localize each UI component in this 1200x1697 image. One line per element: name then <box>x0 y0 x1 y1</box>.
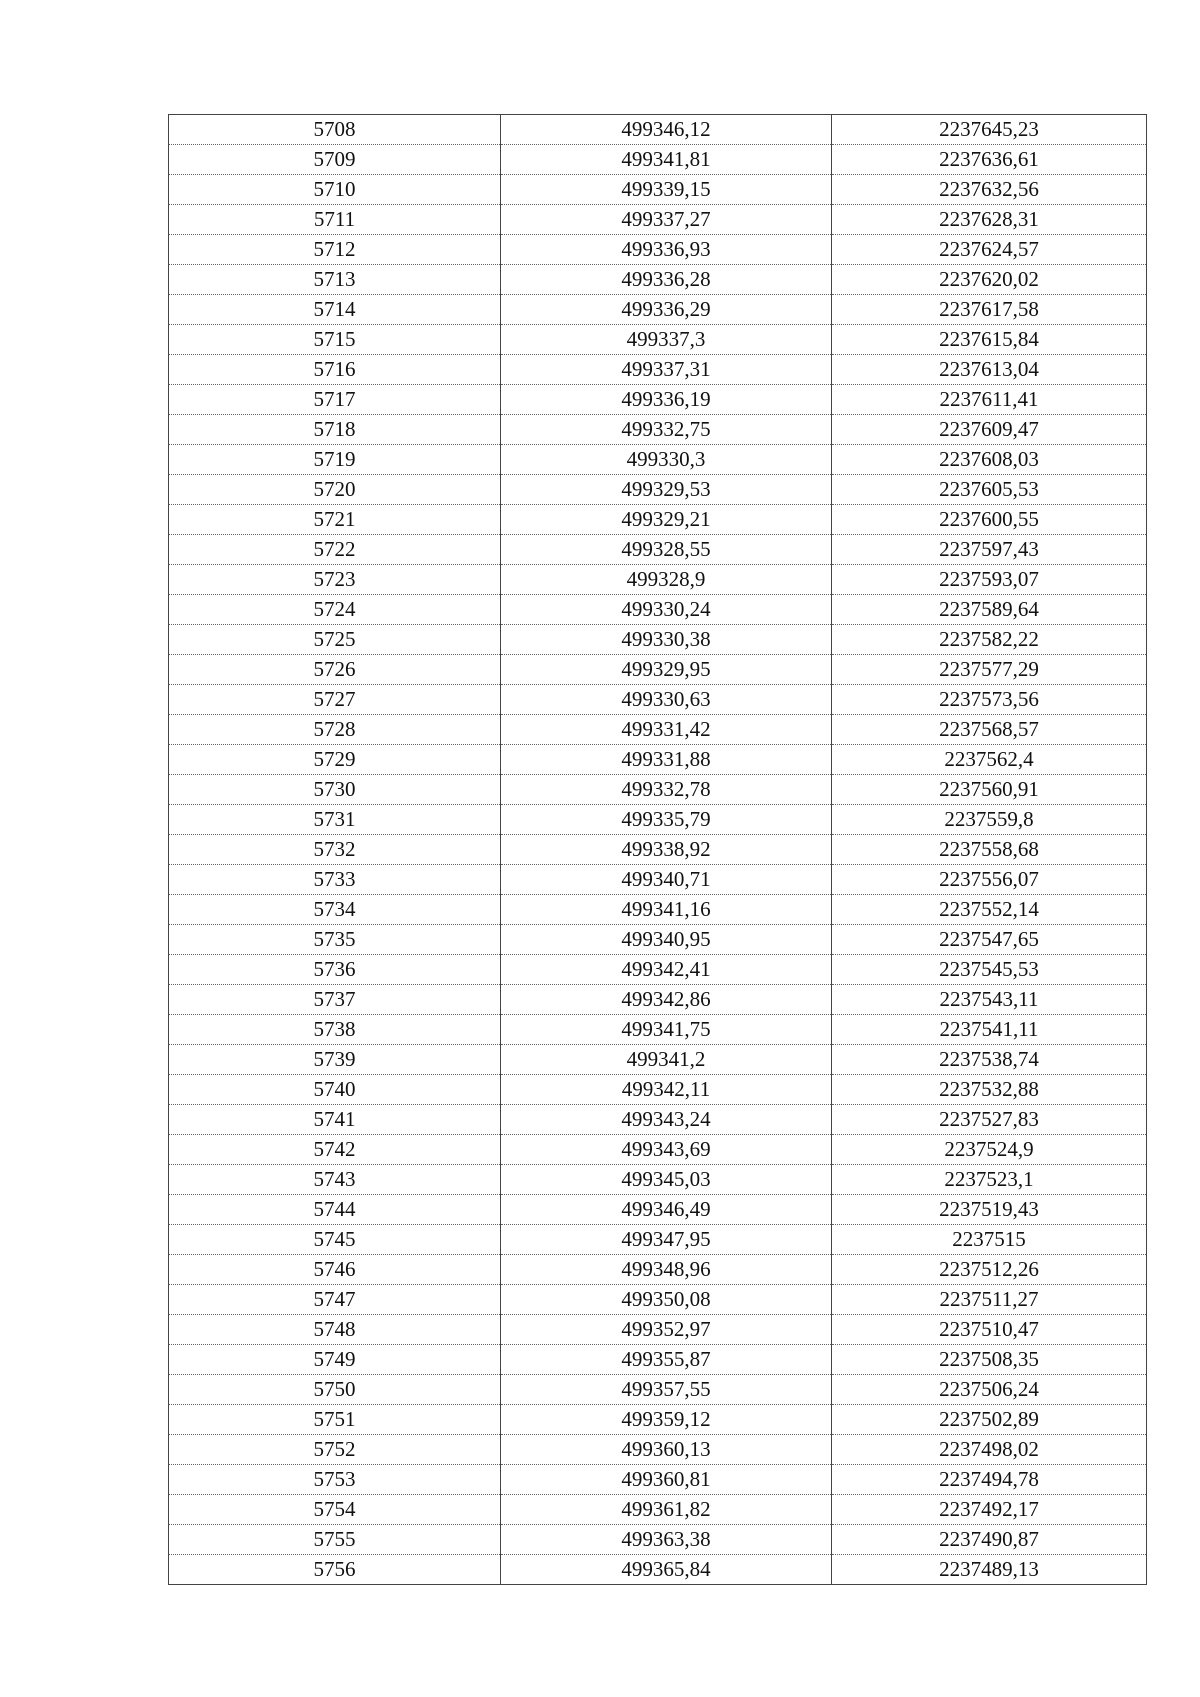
y-coordinate-cell: 2237577,29 <box>832 655 1147 685</box>
x-coordinate-cell: 499337,31 <box>501 355 832 385</box>
x-coordinate-cell: 499328,9 <box>501 565 832 595</box>
y-coordinate-cell: 2237552,14 <box>832 895 1147 925</box>
x-coordinate-cell: 499328,55 <box>501 535 832 565</box>
x-coordinate-cell: 499336,19 <box>501 385 832 415</box>
y-coordinate-cell: 2237573,56 <box>832 685 1147 715</box>
point-number-cell: 5739 <box>169 1045 501 1075</box>
point-number-cell: 5732 <box>169 835 501 865</box>
y-coordinate-cell: 2237543,11 <box>832 985 1147 1015</box>
point-number-cell: 5740 <box>169 1075 501 1105</box>
y-coordinate-cell: 2237632,56 <box>832 175 1147 205</box>
point-number-cell: 5742 <box>169 1135 501 1165</box>
point-number-cell: 5743 <box>169 1165 501 1195</box>
x-coordinate-cell: 499330,24 <box>501 595 832 625</box>
y-coordinate-cell: 2237545,53 <box>832 955 1147 985</box>
y-coordinate-cell: 2237506,24 <box>832 1375 1147 1405</box>
y-coordinate-cell: 2237600,55 <box>832 505 1147 535</box>
y-coordinate-cell: 2237628,31 <box>832 205 1147 235</box>
point-number-cell: 5718 <box>169 415 501 445</box>
table-row <box>169 295 1147 325</box>
x-coordinate-cell: 499363,38 <box>501 1525 832 1555</box>
point-number-cell: 5756 <box>169 1555 501 1585</box>
table-row <box>169 1165 1147 1195</box>
point-number-cell: 5723 <box>169 565 501 595</box>
x-coordinate-cell: 499336,29 <box>501 295 832 325</box>
y-coordinate-cell: 2237490,87 <box>832 1525 1147 1555</box>
point-number-cell: 5712 <box>169 235 501 265</box>
x-coordinate-cell: 499341,16 <box>501 895 832 925</box>
table-row <box>169 415 1147 445</box>
x-coordinate-cell: 499348,96 <box>501 1255 832 1285</box>
point-number-cell: 5727 <box>169 685 501 715</box>
x-coordinate-cell: 499359,12 <box>501 1405 832 1435</box>
y-coordinate-cell: 2237617,58 <box>832 295 1147 325</box>
table-row <box>169 385 1147 415</box>
point-number-cell: 5753 <box>169 1465 501 1495</box>
table-row <box>169 115 1147 145</box>
table-row <box>169 955 1147 985</box>
x-coordinate-cell: 499339,15 <box>501 175 832 205</box>
table-row <box>169 655 1147 685</box>
table-row <box>169 445 1147 475</box>
point-number-cell: 5713 <box>169 265 501 295</box>
point-number-cell: 5720 <box>169 475 501 505</box>
y-coordinate-cell: 2237593,07 <box>832 565 1147 595</box>
table-row <box>169 1555 1147 1585</box>
y-coordinate-cell: 2237541,11 <box>832 1015 1147 1045</box>
x-coordinate-cell: 499360,81 <box>501 1465 832 1495</box>
y-coordinate-cell: 2237560,91 <box>832 775 1147 805</box>
point-number-cell: 5711 <box>169 205 501 235</box>
table-row <box>169 1315 1147 1345</box>
table-row <box>169 1195 1147 1225</box>
point-number-cell: 5749 <box>169 1345 501 1375</box>
point-number-cell: 5754 <box>169 1495 501 1525</box>
point-number-cell: 5750 <box>169 1375 501 1405</box>
y-coordinate-cell: 2237636,61 <box>832 145 1147 175</box>
x-coordinate-cell: 499338,92 <box>501 835 832 865</box>
y-coordinate-cell: 2237582,22 <box>832 625 1147 655</box>
x-coordinate-cell: 499341,81 <box>501 145 832 175</box>
y-coordinate-cell: 2237605,53 <box>832 475 1147 505</box>
table-row <box>169 565 1147 595</box>
table-row <box>169 505 1147 535</box>
point-number-cell: 5751 <box>169 1405 501 1435</box>
x-coordinate-cell: 499340,95 <box>501 925 832 955</box>
y-coordinate-cell: 2237502,89 <box>832 1405 1147 1435</box>
table-row <box>169 595 1147 625</box>
x-coordinate-cell: 499330,3 <box>501 445 832 475</box>
point-number-cell: 5735 <box>169 925 501 955</box>
point-number-cell: 5722 <box>169 535 501 565</box>
point-number-cell: 5708 <box>169 115 501 145</box>
point-number-cell: 5721 <box>169 505 501 535</box>
point-number-cell: 5716 <box>169 355 501 385</box>
point-number-cell: 5728 <box>169 715 501 745</box>
point-number-cell: 5730 <box>169 775 501 805</box>
table-row <box>169 205 1147 235</box>
x-coordinate-cell: 499361,82 <box>501 1495 832 1525</box>
x-coordinate-cell: 499342,86 <box>501 985 832 1015</box>
y-coordinate-cell: 2237556,07 <box>832 865 1147 895</box>
point-number-cell: 5746 <box>169 1255 501 1285</box>
table-row <box>169 175 1147 205</box>
point-number-cell: 5744 <box>169 1195 501 1225</box>
x-coordinate-cell: 499329,21 <box>501 505 832 535</box>
table-row <box>169 1255 1147 1285</box>
x-coordinate-cell: 499331,42 <box>501 715 832 745</box>
point-number-cell: 5747 <box>169 1285 501 1315</box>
y-coordinate-cell: 2237562,4 <box>832 745 1147 775</box>
table-row <box>169 745 1147 775</box>
table-row <box>169 835 1147 865</box>
table-row <box>169 1045 1147 1075</box>
table-row <box>169 1105 1147 1135</box>
point-number-cell: 5752 <box>169 1435 501 1465</box>
point-number-cell: 5726 <box>169 655 501 685</box>
x-coordinate-cell: 499336,93 <box>501 235 832 265</box>
y-coordinate-cell: 2237620,02 <box>832 265 1147 295</box>
table-row <box>169 1405 1147 1435</box>
y-coordinate-cell: 2237615,84 <box>832 325 1147 355</box>
table-row <box>169 145 1147 175</box>
table-row <box>169 1015 1147 1045</box>
point-number-cell: 5755 <box>169 1525 501 1555</box>
table-row <box>169 805 1147 835</box>
point-number-cell: 5738 <box>169 1015 501 1045</box>
point-number-cell: 5710 <box>169 175 501 205</box>
y-coordinate-cell: 2237645,23 <box>832 115 1147 145</box>
point-number-cell: 5745 <box>169 1225 501 1255</box>
table-row <box>169 715 1147 745</box>
table-row <box>169 895 1147 925</box>
x-coordinate-cell: 499329,53 <box>501 475 832 505</box>
table-row <box>169 355 1147 385</box>
table-row <box>169 1495 1147 1525</box>
table-row <box>169 1225 1147 1255</box>
table-row <box>169 475 1147 505</box>
x-coordinate-cell: 499350,08 <box>501 1285 832 1315</box>
y-coordinate-cell: 2237532,88 <box>832 1075 1147 1105</box>
x-coordinate-cell: 499341,2 <box>501 1045 832 1075</box>
y-coordinate-cell: 2237519,43 <box>832 1195 1147 1225</box>
y-coordinate-cell: 2237559,8 <box>832 805 1147 835</box>
y-coordinate-cell: 2237498,02 <box>832 1435 1147 1465</box>
y-coordinate-cell: 2237512,26 <box>832 1255 1147 1285</box>
x-coordinate-cell: 499332,75 <box>501 415 832 445</box>
y-coordinate-cell: 2237494,78 <box>832 1465 1147 1495</box>
y-coordinate-cell: 2237510,47 <box>832 1315 1147 1345</box>
y-coordinate-cell: 2237515 <box>832 1225 1147 1255</box>
coordinates-table <box>168 114 1147 1585</box>
table-row <box>169 685 1147 715</box>
table-row <box>169 1525 1147 1555</box>
point-number-cell: 5729 <box>169 745 501 775</box>
x-coordinate-cell: 499345,03 <box>501 1165 832 1195</box>
table-row <box>169 1375 1147 1405</box>
x-coordinate-cell: 499343,24 <box>501 1105 832 1135</box>
x-coordinate-cell: 499352,97 <box>501 1315 832 1345</box>
y-coordinate-cell: 2237568,57 <box>832 715 1147 745</box>
y-coordinate-cell: 2237508,35 <box>832 1345 1147 1375</box>
x-coordinate-cell: 499347,95 <box>501 1225 832 1255</box>
y-coordinate-cell: 2237613,04 <box>832 355 1147 385</box>
table-row <box>169 985 1147 1015</box>
table-row <box>169 1075 1147 1105</box>
y-coordinate-cell: 2237538,74 <box>832 1045 1147 1075</box>
x-coordinate-cell: 499357,55 <box>501 1375 832 1405</box>
point-number-cell: 5709 <box>169 145 501 175</box>
point-number-cell: 5731 <box>169 805 501 835</box>
point-number-cell: 5741 <box>169 1105 501 1135</box>
x-coordinate-cell: 499330,38 <box>501 625 832 655</box>
y-coordinate-cell: 2237597,43 <box>832 535 1147 565</box>
y-coordinate-cell: 2237611,41 <box>832 385 1147 415</box>
table-row <box>169 265 1147 295</box>
point-number-cell: 5715 <box>169 325 501 355</box>
x-coordinate-cell: 499335,79 <box>501 805 832 835</box>
x-coordinate-cell: 499340,71 <box>501 865 832 895</box>
point-number-cell: 5719 <box>169 445 501 475</box>
x-coordinate-cell: 499346,49 <box>501 1195 832 1225</box>
x-coordinate-cell: 499336,28 <box>501 265 832 295</box>
table-row <box>169 235 1147 265</box>
x-coordinate-cell: 499337,27 <box>501 205 832 235</box>
table-row <box>169 625 1147 655</box>
table-row <box>169 925 1147 955</box>
x-coordinate-cell: 499355,87 <box>501 1345 832 1375</box>
point-number-cell: 5748 <box>169 1315 501 1345</box>
y-coordinate-cell: 2237489,13 <box>832 1555 1147 1585</box>
point-number-cell: 5724 <box>169 595 501 625</box>
x-coordinate-cell: 499329,95 <box>501 655 832 685</box>
x-coordinate-cell: 499342,11 <box>501 1075 832 1105</box>
point-number-cell: 5737 <box>169 985 501 1015</box>
y-coordinate-cell: 2237609,47 <box>832 415 1147 445</box>
x-coordinate-cell: 499331,88 <box>501 745 832 775</box>
y-coordinate-cell: 2237608,03 <box>832 445 1147 475</box>
y-coordinate-cell: 2237527,83 <box>832 1105 1147 1135</box>
y-coordinate-cell: 2237547,65 <box>832 925 1147 955</box>
point-number-cell: 5736 <box>169 955 501 985</box>
table-row <box>169 325 1147 355</box>
y-coordinate-cell: 2237492,17 <box>832 1495 1147 1525</box>
point-number-cell: 5717 <box>169 385 501 415</box>
x-coordinate-cell: 499337,3 <box>501 325 832 355</box>
x-coordinate-cell: 499346,12 <box>501 115 832 145</box>
point-number-cell: 5725 <box>169 625 501 655</box>
point-number-cell: 5734 <box>169 895 501 925</box>
y-coordinate-cell: 2237558,68 <box>832 835 1147 865</box>
y-coordinate-cell: 2237524,9 <box>832 1135 1147 1165</box>
table-row <box>169 1435 1147 1465</box>
table-row <box>169 1465 1147 1495</box>
point-number-cell: 5733 <box>169 865 501 895</box>
point-number-cell: 5714 <box>169 295 501 325</box>
y-coordinate-cell: 2237624,57 <box>832 235 1147 265</box>
table-row <box>169 535 1147 565</box>
table-row <box>169 775 1147 805</box>
x-coordinate-cell: 499330,63 <box>501 685 832 715</box>
table-row <box>169 1345 1147 1375</box>
y-coordinate-cell: 2237589,64 <box>832 595 1147 625</box>
coordinates-table-body <box>169 115 1147 1585</box>
x-coordinate-cell: 499343,69 <box>501 1135 832 1165</box>
table-row <box>169 1285 1147 1315</box>
x-coordinate-cell: 499341,75 <box>501 1015 832 1045</box>
x-coordinate-cell: 499360,13 <box>501 1435 832 1465</box>
x-coordinate-cell: 499342,41 <box>501 955 832 985</box>
x-coordinate-cell: 499332,78 <box>501 775 832 805</box>
table-row <box>169 1135 1147 1165</box>
y-coordinate-cell: 2237511,27 <box>832 1285 1147 1315</box>
y-coordinate-cell: 2237523,1 <box>832 1165 1147 1195</box>
x-coordinate-cell: 499365,84 <box>501 1555 832 1585</box>
table-row <box>169 865 1147 895</box>
